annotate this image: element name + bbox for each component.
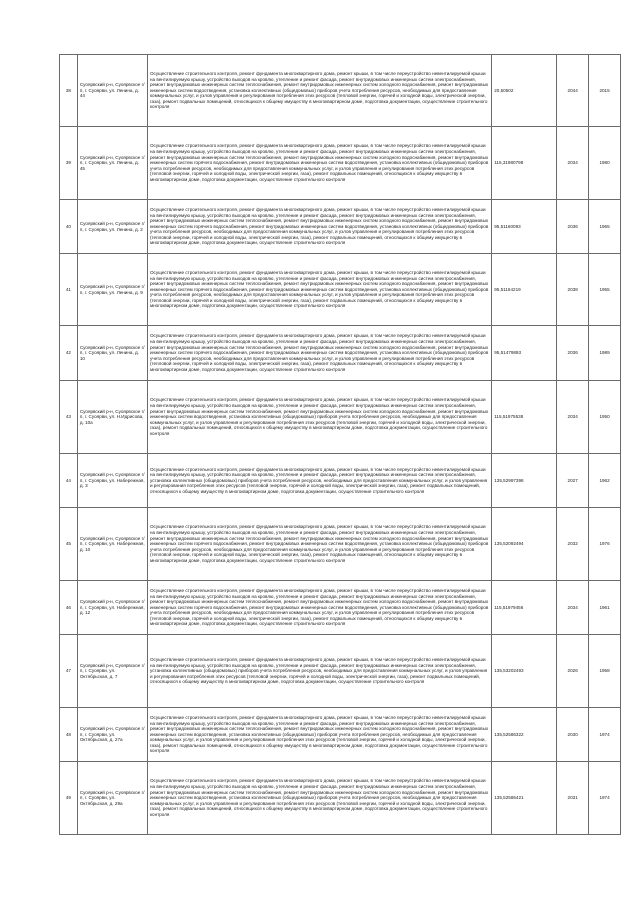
row-number: 49	[60, 762, 78, 835]
plan-year-cell: 2044	[557, 55, 589, 127]
row-number: 42	[60, 326, 78, 381]
works-cell: Осуществление строительного контроля, ремонт фундамента многоквартирного дома, ремонт крыши, в том числе переустройство невентилируемой крыши на вентилируемую крышу, устройство выходов на кровлю, утепление и ремонт фасада, ремонт внутридомовых инженерных систем электроснабжения, ремонт внутридомовых инженерных систем теплоснабжения, ремонт внутридомовых инженерных систем холодного водоснабжения, ремонт внутридомовых инженерных систем горячего водоснабжения, ремонт внутридомовых инженерных систем водоотведения, установка коллективных (общедомовых) приборов учета потребления ресурсов, необходимых для предоставления коммунальных услуг, и узлов управления и регулирования потребления этих ресурсов (тепловой энергии, горячей и холодной воды, электрической энергии, газа), ремонт подвальных помещений, относящихся к общему имуществу в многоквартирном доме, подготовка документации, осуществление строительного контроля	[147, 127, 491, 200]
address-cell: Суоярвский р-н, Суоярвское г/п, г. Суоярви, ул. Набережная, д. 12	[77, 581, 147, 635]
row-number: 46	[60, 581, 78, 635]
area-cell: 135,52586322	[492, 708, 557, 762]
table-row	[60, 708, 621, 762]
table-row	[60, 508, 621, 581]
area-cell: 135,53202493	[492, 635, 557, 708]
area-cell: 115,51979456	[492, 581, 557, 635]
area-cell: 135,52586421	[492, 762, 557, 835]
works-cell: Осуществление строительного контроля, ремонт фундамента многоквартирного дома, ремонт крыши, в том числе переустройство невентилируемой крыши на вентилируемую крышу, устройство выходов на кровлю, утепление и ремонт фасада, ремонт внутридомовых инженерных систем электроснабжения, ремонт внутридомовых инженерных систем теплоснабжения, ремонт внутридомовых инженерных систем холодного водоснабжения, ремонт внутридомовых инженерных систем водоотведения, установка коллективных (общедомовых) приборов учета потребления ресурсов, необходимых для предоставления коммунальных услуг, и узлов управления и регулирования потребления этих ресурсов (тепловой энергии, горячей и холодной воды, электрической энергии, газа), ремонт подвальных помещений, относящихся к общему имуществу в многоквартирном доме, подготовка документации, осуществление строительного контроля	[147, 762, 491, 835]
table-body	[60, 55, 621, 835]
row-number: 48	[60, 708, 78, 762]
address-cell: Суоярвский р-н, Суоярвское г/п, г. Суоярви, ул. Октябрьская, д. 7	[77, 635, 147, 708]
address-cell: Суоярвский р-н, Суоярвское г/п, г. Суоярви, ул. Ленина, д. 10	[77, 326, 147, 381]
row-number: 39	[60, 127, 78, 200]
plan-year-cell: 2038	[557, 254, 589, 326]
address-cell: Суоярвский р-н, Суоярвское г/п, г. Суоярви, ул. Н.Идрисова, д. 10а	[77, 381, 147, 454]
address-cell: Суоярвский р-н, Суоярвское г/п, г. Суоярви, ул. Ленина, д. 2	[77, 200, 147, 254]
row-number: 45	[60, 508, 78, 581]
works-cell: Осуществление строительного контроля, ремонт фундамента многоквартирного дома, ремонт крыши, в том числе переустройство невентилируемой крыши на вентилируемую крышу, устройство выходов на кровлю, утепление и ремонт фасада, ремонт внутридомовых инженерных систем электроснабжения, ремонт внутридомовых инженерных систем теплоснабжения, ремонт внутридомовых инженерных систем холодного водоснабжения, ремонт внутридомовых инженерных систем водоотведения, установка коллективных (общедомовых) приборов учета потребления ресурсов, необходимых для предоставления коммунальных услуг, и узлов управления и регулирования потребления этих ресурсов (тепловой энергии, горячей и холодной воды, электрической энергии, газа), ремонт подвальных помещений, относящихся к общему имуществу в многоквартирном доме, подготовка документации, осуществление строительного контроля	[147, 708, 491, 762]
table-row	[60, 200, 621, 254]
build-year-cell: 1955	[589, 254, 621, 326]
row-number: 41	[60, 254, 78, 326]
address-cell: Суоярвский р-н, Суоярвское г/п, г. Суоярви, ул. Набережная, д. 3	[77, 454, 147, 508]
build-year-cell: 2015	[589, 55, 621, 127]
table-row	[60, 127, 621, 200]
address-cell: Суоярвский р-н, Суоярвское г/п, г. Суоярви, ул. Набережная, д. 10	[77, 508, 147, 581]
works-cell: Осуществление строительного контроля, ремонт фундамента многоквартирного дома, ремонт крыши, в том числе переустройство невентилируемой крыши на вентилируемую крышу, устройство выходов на кровлю, утепление и ремонт фасада, ремонт внутридомовых инженерных систем электроснабжения, ремонт внутридомовых инженерных систем теплоснабжения, ремонт внутридомовых инженерных систем холодного водоснабжения, ремонт внутридомовых инженерных систем горячего водоснабжения, ремонт внутридомовых инженерных систем водоотведения, установка коллективных (общедомовых) приборов учета потребления ресурсов, необходимых для предоставления коммунальных услуг, и узлов управления и регулирования потребления этих ресурсов (тепловой энергии, горячей и холодной воды, электрической энергии, газа), ремонт подвальных помещений, относящихся к общему имуществу в многоквартирном доме, подготовка документации, осуществление строительного контроля	[147, 326, 491, 381]
address-cell: Суоярвский р-н, Суоярвское г/п, г. Суоярви, ул. Октябрьская, д. 27а	[77, 708, 147, 762]
area-cell: 135,52092494	[492, 508, 557, 581]
plan-year-cell: 2034	[557, 381, 589, 454]
plan-year-cell: 2036	[557, 326, 589, 381]
plan-year-cell: 2034	[557, 581, 589, 635]
build-year-cell: 1974	[589, 708, 621, 762]
build-year-cell: 1958	[589, 635, 621, 708]
build-year-cell: 1980	[589, 127, 621, 200]
row-number: 47	[60, 635, 78, 708]
area-cell: 95,51164219	[492, 254, 557, 326]
address-cell: Суоярвский р-н, Суоярвское г/п, г. Суоярви, ул. Октябрьская, д. 29а	[77, 762, 147, 835]
table-row	[60, 454, 621, 508]
table-row	[60, 635, 621, 708]
table-row	[60, 326, 621, 381]
build-year-cell: 1962	[589, 454, 621, 508]
works-cell: Осуществление строительного контроля, ремонт фундамента многоквартирного дома, ремонт крыши, в том числе переустройство невентилируемой крыши на вентилируемую крышу, устройство выходов на кровлю, утепление и ремонт фасада, ремонт внутридомовых инженерных систем электроснабжения, ремонт внутридомовых инженерных систем теплоснабжения, ремонт внутридомовых инженерных систем холодного водоснабжения, ремонт внутридомовых инженерных систем водоотведения, установка коллективных (общедомовых) приборов учета потребления ресурсов, необходимых для предоставления коммунальных услуг, и узлов управления и регулирования потребления этих ресурсов (тепловой энергии, горячей и холодной воды, электрической энергии, газа), ремонт подвальных помещений, относящихся к общему имуществу в многоквартирном доме, подготовка документации, осуществление строительного контроля	[147, 55, 491, 127]
works-cell: Осуществление строительного контроля, ремонт фундамента многоквартирного дома, ремонт крыши, в том числе переустройство невентилируемой крыши на вентилируемую крышу, устройство выходов на кровлю, утепление и ремонт фасада, ремонт внутридомовых инженерных систем электроснабжения, ремонт внутридомовых инженерных систем теплоснабжения, ремонт внутридомовых инженерных систем холодного водоснабжения, ремонт внутридомовых инженерных систем горячего водоснабжения, ремонт внутридомовых инженерных систем водоотведения, установка коллективных (общедомовых) приборов учета потребления ресурсов, необходимых для предоставления коммунальных услуг, и узлов управления и регулирования потребления этих ресурсов (тепловой энергии, горячей и холодной воды, электрической энергии, газа), ремонт подвальных помещений, относящихся к общему имуществу в многоквартирном доме, подготовка документации, осуществление строительного контроля	[147, 254, 491, 326]
address-cell: Суоярвский р-н, Суоярвское г/п, г. Суоярви, ул. Ленина, д. 44	[77, 55, 147, 127]
table-row	[60, 254, 621, 326]
works-cell: Осуществление строительного контроля, ремонт фундамента многоквартирного дома, ремонт крыши, в том числе переустройство невентилируемой крыши на вентилируемую крышу, устройство выходов на кровлю, утепление и ремонт фасада, ремонт внутридомовых инженерных систем электроснабжения, ремонт внутридомовых инженерных систем теплоснабжения, ремонт внутридомовых инженерных систем холодного водоснабжения, ремонт внутридомовых инженерных систем водоотведения, установка коллективных (общедомовых) приборов учета потребления ресурсов, необходимых для предоставления коммунальных услуг, и узлов управления и регулирования потребления этих ресурсов (тепловой энергии, горячей и холодной воды, электрической энергии, газа), ремонт подвальных помещений, относящихся к общему имуществу в многоквартирном доме, подготовка документации, осуществление строительного контроля	[147, 381, 491, 454]
row-number: 40	[60, 200, 78, 254]
plan-year-cell: 2036	[557, 200, 589, 254]
build-year-cell: 1961	[589, 581, 621, 635]
area-cell: 115,51975538	[492, 381, 557, 454]
table-row	[60, 581, 621, 635]
area-cell: 95,51160093	[492, 200, 557, 254]
plan-year-cell: 2031	[557, 762, 589, 835]
area-cell: 20,50502	[492, 55, 557, 127]
area-cell: 115,31980798	[492, 127, 557, 200]
address-cell: Суоярвский р-н, Суоярвское г/п, г. Суоярви, ул. Ленина, д. 45	[77, 127, 147, 200]
plan-year-cell: 2026	[557, 635, 589, 708]
plan-year-cell: 2030	[557, 708, 589, 762]
build-year-cell: 1974	[589, 762, 621, 835]
table-row	[60, 55, 621, 127]
plan-year-cell: 2034	[557, 127, 589, 200]
row-number: 38	[60, 55, 78, 127]
table-row	[60, 762, 621, 835]
build-year-cell: 1965	[589, 200, 621, 254]
works-cell: Осуществление строительного контроля, ремонт фундамента многоквартирного дома, ремонт крыши, в том числе переустройство невентилируемой крыши на вентилируемую крышу, устройство выходов на кровлю, утепление и ремонт фасада, ремонт внутридомовых инженерных систем электроснабжения, установка коллективных (общедомовых) приборов учета потребления ресурсов, необходимых для предоставления коммунальных услуг, и узлов управления и регулирования потребления этих ресурсов (тепловой энергии, горячей и холодной воды, электрической энергии, газа), ремонт подвальных помещений, относящихся к общему имуществу в многоквартирном доме, подготовка документации, осуществление строительного контроля	[147, 454, 491, 508]
works-cell: Осуществление строительного контроля, ремонт фундамента многоквартирного дома, ремонт крыши, в том числе переустройство невентилируемой крыши на вентилируемую крышу, устройство выходов на кровлю, утепление и ремонт фасада, ремонт внутридомовых инженерных систем электроснабжения, ремонт внутридомовых инженерных систем теплоснабжения, ремонт внутридомовых инженерных систем холодного водоснабжения, ремонт внутридомовых инженерных систем горячего водоснабжения, ремонт внутридомовых инженерных систем водоотведения, установка коллективных (общедомовых) приборов учета потребления ресурсов, необходимых для предоставления коммунальных услуг, и узлов управления и регулирования потребления этих ресурсов (тепловой энергии, горячей и холодной воды, электрической энергии, газа), ремонт подвальных помещений, относящихся к общему имуществу в многоквартирном доме, подготовка документации, осуществление строительного контроля	[147, 581, 491, 635]
plan-year-cell: 2027	[557, 454, 589, 508]
address-cell: Суоярвский р-н, Суоярвское г/п, г. Суоярви, ул. Ленина, д. 9	[77, 254, 147, 326]
area-cell: 135,52997398	[492, 454, 557, 508]
table-row	[60, 381, 621, 454]
build-year-cell: 1976	[589, 508, 621, 581]
row-number: 44	[60, 454, 78, 508]
build-year-cell: 1989	[589, 326, 621, 381]
capital-repair-table	[59, 54, 621, 835]
plan-year-cell: 2032	[557, 508, 589, 581]
build-year-cell: 1950	[589, 381, 621, 454]
works-cell: Осуществление строительного контроля, ремонт фундамента многоквартирного дома, ремонт крыши, в том числе переустройство невентилируемой крыши на вентилируемую крышу, устройство выходов на кровлю, утепление и ремонт фасада, ремонт внутридомовых инженерных систем электроснабжения, ремонт внутридомовых инженерных систем теплоснабжения, ремонт внутридомовых инженерных систем холодного водоснабжения, ремонт внутридомовых инженерных систем горячего водоснабжения, ремонт внутридомовых инженерных систем водоотведения, установка коллективных (общедомовых) приборов учета потребления ресурсов, необходимых для предоставления коммунальных услуг, и узлов управления и регулирования потребления этих ресурсов (тепловой энергии, горячей и холодной воды, электрической энергии, газа), ремонт подвальных помещений, относящихся к общему имуществу в многоквартирном доме, подготовка документации, осуществление строительного контроля	[147, 508, 491, 581]
row-number: 43	[60, 381, 78, 454]
area-cell: 95,51479893	[492, 326, 557, 381]
works-cell: Осуществление строительного контроля, ремонт фундамента многоквартирного дома, ремонт крыши, в том числе переустройство невентилируемой крыши на вентилируемую крышу, устройство выходов на кровлю, утепление и ремонт фасада, ремонт внутридомовых инженерных систем электроснабжения, установка коллективных (общедомовых) приборов учета потребления ресурсов, необходимых для предоставления коммунальных услуг, и узлов управления и регулирования потребления этих ресурсов (тепловой энергии, горячей и холодной воды, электрической энергии, газа), ремонт подвальных помещений, относящихся к общему имуществу в многоквартирном доме, подготовка документации, осуществление строительного контроля	[147, 635, 491, 708]
works-cell: Осуществление строительного контроля, ремонт фундамента многоквартирного дома, ремонт крыши, в том числе переустройство невентилируемой крыши на вентилируемую крышу, устройство выходов на кровлю, утепление и ремонт фасада, ремонт внутридомовых инженерных систем электроснабжения, ремонт внутридомовых инженерных систем теплоснабжения, ремонт внутридомовых инженерных систем холодного водоснабжения, ремонт внутридомовых инженерных систем горячего водоснабжения, ремонт внутридомовых инженерных систем водоотведения, установка коллективных (общедомовых) приборов учета потребления ресурсов, необходимых для предоставления коммунальных услуг, и узлов управления и регулирования потребления этих ресурсов (тепловой энергии, горячей и холодной воды, электрической энергии, газа), ремонт подвальных помещений, относящихся к общему имуществу в многоквартирном доме, подготовка документации, осуществление строительного контроля	[147, 200, 491, 254]
